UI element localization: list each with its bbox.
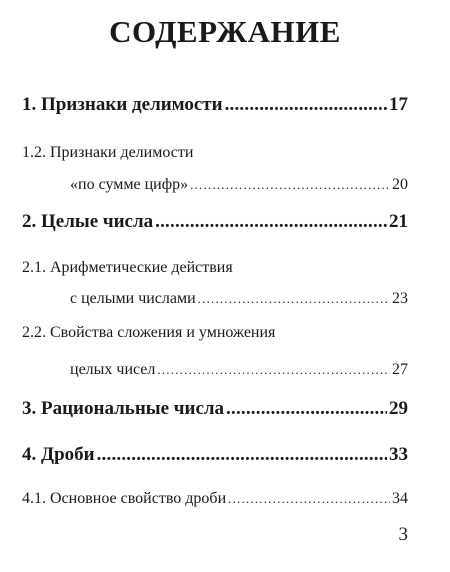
toc-entry-chapter-3[interactable]	[22, 398, 408, 420]
toc-entry-chapter-2[interactable]	[22, 211, 408, 233]
toc-entry-chapter-1[interactable]	[22, 94, 408, 116]
toc-entry-page: 27	[392, 361, 408, 378]
toc-entry-page: 34	[392, 490, 408, 507]
page-title: СОДЕРЖАНИЕ	[109, 14, 341, 49]
toc-entry-page: 17	[389, 94, 408, 115]
toc-entry-section-1-2[interactable]	[70, 176, 408, 194]
dot-leader	[228, 490, 390, 508]
toc-entry-chapter-4[interactable]	[22, 444, 408, 466]
dot-leader	[190, 176, 390, 194]
dot-leader	[225, 94, 387, 116]
toc-entry-label: 3. Рациональные числа	[22, 398, 225, 419]
toc-entry-label: «по сумме цифр»	[70, 176, 189, 193]
toc-entry-section-2-1-line1: 2.1. Арифметические действия	[22, 259, 233, 276]
toc-entry-page: 33	[389, 444, 408, 465]
dot-leader	[155, 211, 387, 233]
toc-entry-label: 4.1. Основное свойство дроби	[22, 490, 227, 507]
toc-entry-label: целых чисел	[70, 361, 156, 378]
toc-entry-label: 4. Дроби	[22, 444, 95, 465]
toc-entry-label: 1. Признаки делимости	[22, 94, 223, 115]
toc-entry-label: с целыми числами	[70, 290, 196, 307]
toc-entry-section-2-2-line1: 2.2. Свойства сложения и умножения	[22, 324, 276, 341]
toc-entry-section-2-1[interactable]	[70, 290, 408, 308]
dot-leader	[157, 361, 390, 379]
toc-entry-section-1-2-line1: 1.2. Признаки делимости	[22, 144, 194, 161]
dot-leader	[198, 290, 390, 308]
toc-entry-section-2-2[interactable]	[70, 361, 408, 379]
toc-entry-page: 20	[392, 176, 408, 193]
page-number: 3	[398, 524, 408, 545]
toc-entry-page: 21	[389, 211, 408, 232]
dot-leader	[97, 444, 387, 466]
toc-entry-label: 2. Целые числа	[22, 211, 154, 232]
toc-entry-page: 23	[392, 290, 408, 307]
dot-leader	[226, 398, 387, 420]
toc-entry-section-4-1[interactable]	[22, 490, 408, 508]
toc-entry-page: 29	[389, 398, 408, 419]
